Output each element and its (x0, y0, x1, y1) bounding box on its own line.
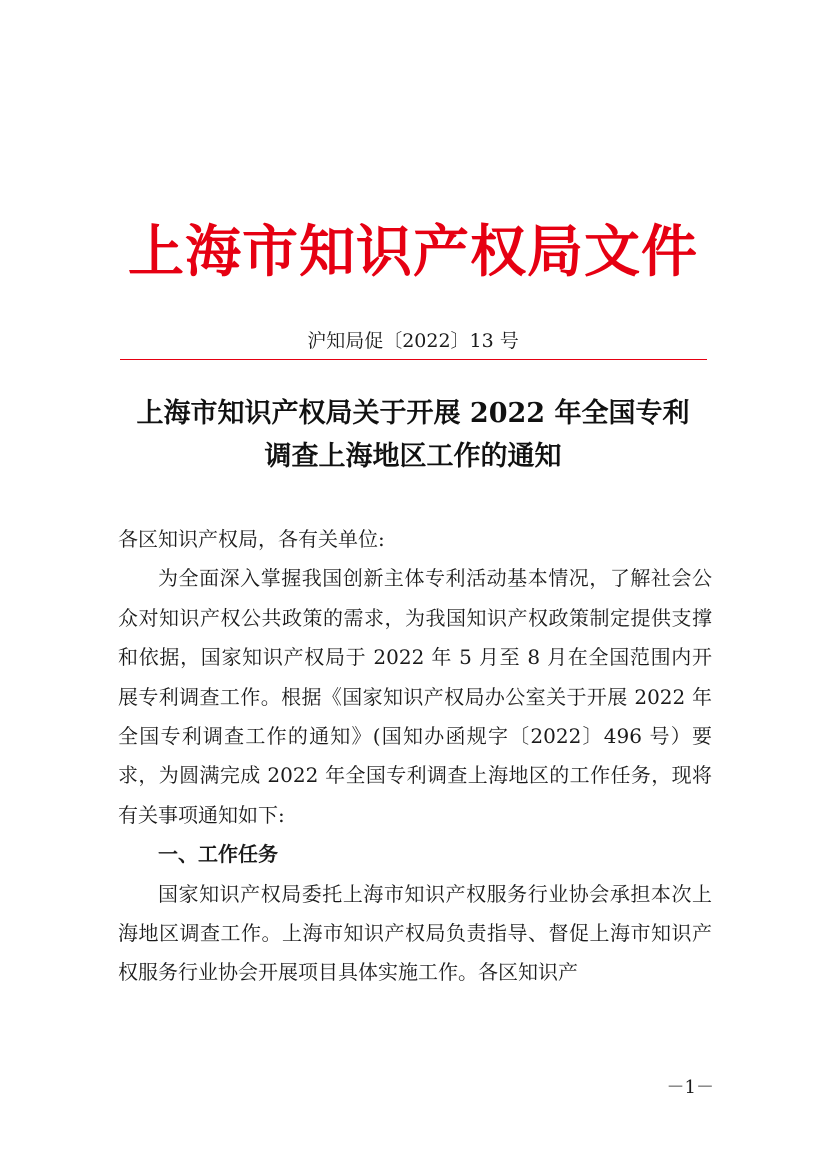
red-divider-line (120, 359, 707, 360)
section-heading: 一、工作任务 (158, 842, 278, 867)
document-number: 沪知局促〔2022〕13 号 (307, 330, 519, 352)
body-paragraph: 国家知识产权局委托上海市知识产权服务行业协会承担本次上海地区调查工作。上海市知识产权局负责指导、督促上海市知识产权服务行业协会开展项目具体实施工作。各区知识产 (118, 881, 712, 985)
issuing-authority-header: 上海市知识产权局文件 (128, 219, 698, 285)
notice-title-line-1: 上海市知识产权局关于开展 2022 年全国专利 (136, 398, 690, 429)
body-paragraph: 为全面深入掌握我国创新主体专利活动基本情况，了解社会公众对知识产权公共政策的需求，为我国知识产权政策制定提供支撑和依据，国家知识产权局于 2022 年 5 月至 8 月在全国范围内开展专利调查工作。根据《国家知识产权局办公室关于开展 2022 年全国专利调查工作的通知》(国知办函规字〔2022〕496 号）要求，为圆满完成 2022 年全国专利调查上海地区的工作任务，现将有关事项通知如下: (118, 566, 712, 827)
page-number: －1－ (666, 1077, 714, 1098)
notice-title (90, 392, 736, 478)
salutation: 各区知识产权局，各有关单位: (118, 527, 385, 551)
document-body (118, 520, 712, 993)
notice-title-line-2: 调查上海地区工作的通知 (264, 441, 562, 472)
